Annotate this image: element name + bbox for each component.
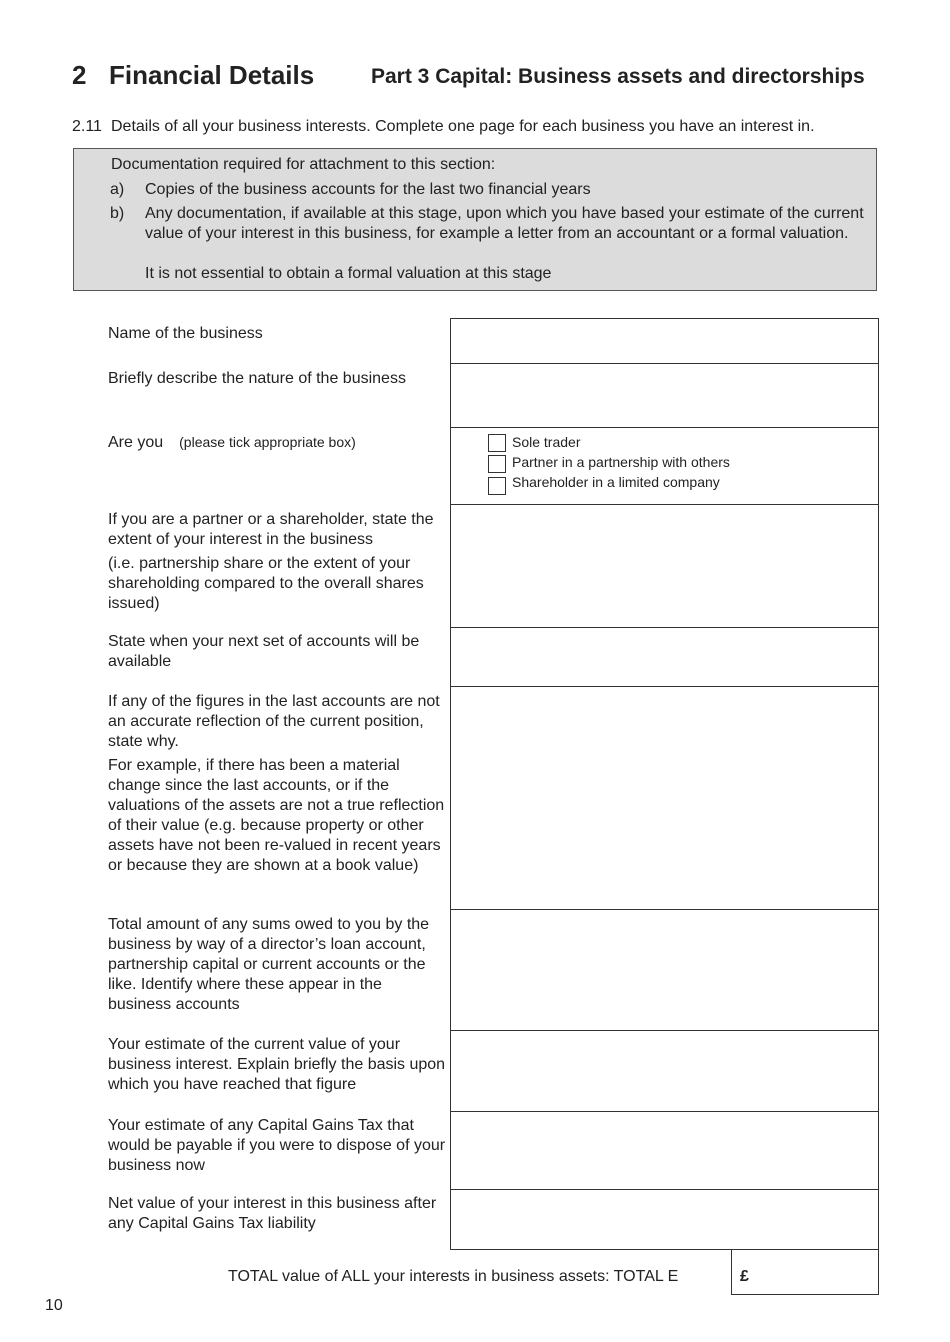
section-title: Financial Details [109, 60, 315, 90]
business-nature-label: Briefly describe the nature of the business [108, 370, 406, 387]
total-label: TOTAL value of ALL your interests in business assets: TOTAL E [228, 1268, 679, 1285]
interest-extent-label: If you are a partner or a shareholder, state the extent of your interest in the business (i.e. partnership share or the extent of your shareholding compared to the overall shares issued) [108, 511, 434, 612]
next-accounts-label: State when your next set of accounts will be available [108, 633, 420, 670]
estimate-value-field[interactable] [450, 1030, 879, 1112]
documentation-note: It is not essential to obtain a formal valuation at this stage [145, 265, 552, 282]
currency-symbol: £ [740, 1268, 749, 1285]
net-value-label: Net value of your interest in this business after any Capital Gains Tax liability [108, 1195, 437, 1232]
are-you-text: Are you [108, 434, 164, 451]
documentation-item-label: a) [110, 181, 125, 198]
estimate-value-label: Your estimate of the current value of your business interest. Explain briefly the basis upon which you have reached that figure [108, 1036, 446, 1093]
cgt-estimate-field[interactable] [450, 1111, 879, 1190]
figures-accuracy-label: If any of the figures in the last accounts are not an accurate reflection of the current position, state why. For example, if there has been a material change since the last accounts, or if the valuations of the assets are not a true reflection of their value (e.g. because property or other assets have not been re-valued in recent years or because they are shown at a book value) [108, 693, 445, 874]
next-accounts-field[interactable] [450, 627, 879, 687]
sole-trader-checkbox[interactable] [488, 434, 506, 452]
figures-accuracy-field[interactable] [450, 686, 879, 910]
business-name-label: Name of the business [108, 325, 263, 342]
sums-owed-label: Total amount of any sums owed to you by the business by way of a director’s loan account, partnership capital or current accounts or the like. Identify where these appear in the business accounts [108, 916, 430, 1013]
shareholder-checkbox[interactable] [488, 477, 506, 495]
partner-label: Partner in a partnership with others [512, 454, 730, 470]
documentation-item-text: Copies of the business accounts for the last two financial years [145, 181, 591, 198]
documentation-box [73, 148, 877, 291]
cgt-estimate-label: Your estimate of any Capital Gains Tax that would be payable if you were to dispose of your business now [108, 1117, 446, 1174]
partner-checkbox[interactable] [488, 455, 506, 473]
sole-trader-label: Sole trader [512, 434, 581, 450]
net-value-field[interactable] [450, 1189, 879, 1250]
total-value-field[interactable] [731, 1249, 879, 1295]
question-number: 2.11 [72, 118, 102, 135]
section-number: 2 [72, 60, 87, 90]
sums-owed-field[interactable] [450, 909, 879, 1031]
documentation-heading: Documentation required for attachment to this section: [111, 156, 496, 173]
intro-text: Details of all your business interests. Complete one page for each business you have an interest in. [111, 118, 815, 135]
interest-extent-field[interactable] [450, 504, 879, 628]
tick-hint: (please tick appropriate box) [179, 434, 356, 450]
shareholder-label: Shareholder in a limited company [512, 474, 720, 490]
page-number: 10 [45, 1297, 63, 1314]
documentation-item-text: Any documentation, if available at this stage, upon which you have based your estimate of the current value of your interest in this business, for example a letter from an accountant or a formal valuation. [145, 205, 864, 242]
part-title: Part 3 Capital: Business assets and directorships [371, 65, 865, 88]
documentation-item-label: b) [110, 205, 125, 222]
business-name-field[interactable] [450, 318, 879, 364]
are-you-label [108, 432, 448, 453]
business-nature-field[interactable] [450, 363, 879, 428]
